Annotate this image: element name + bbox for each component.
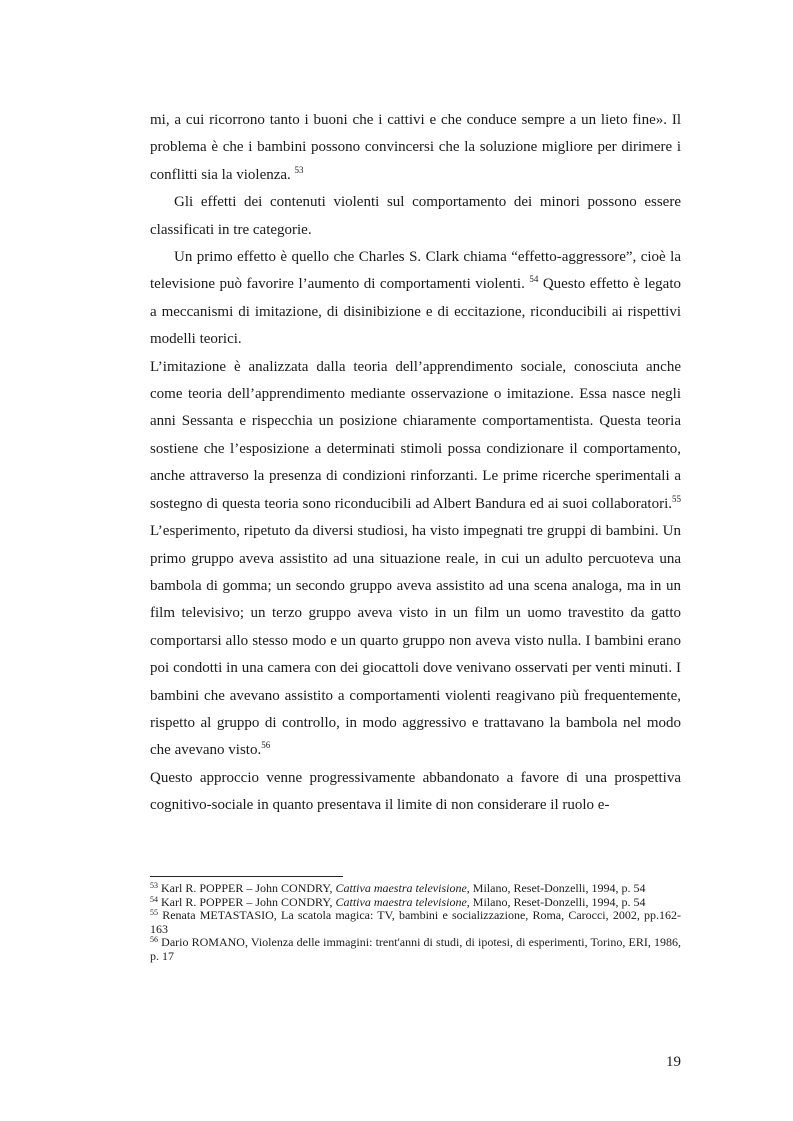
paragraph-1: mi, a cui ricorrono tanto i buoni che i cattivi e che conduce sempre a un lieto fine». Il problema è che i bambini possono convincersi che la soluzione migliore per dirimere i conflitti sia la violenza. $^{53}$ [150, 112, 681, 183]
footnote-ref-53[interactable]: 53 [294, 164, 304, 175]
paragraph-2: Gli effetti dei contenuti violenti sul comportamento dei minori possono essere classificati in tre categorie. [150, 194, 681, 238]
footnote-55: $^{55}$ Renata METASTASIO, La scatola magica: TV, bambini e socializzazione, Roma, Carocci, 2002, pp.162-163 [150, 908, 682, 936]
footnote-54: $^{54}$ Karl R. POPPER – John CONDRY, Cattiva maestra televisione, Milano, Reset-Donzelli, 1994, p. 54 [150, 894, 646, 909]
paragraph-3: Un primo effetto è quello che Charles S. Clark chiama “effetto-aggressore”, cioè la televisione può favorire l’aumento di comportamenti violenti. $^{54}$ Questo effetto è legato a meccanismi di imitazione, di disinibizione e di eccitazione, riconducibili ai rispettivi modelli teorici. [150, 249, 681, 348]
paragraph-4: L’imitazione è analizzata dalla teoria dell’apprendimento sociale, conosciuta anche come teoria dell’apprendimento mediante osservazione o imitazione. Essa nasce negli anni Sessanta e rispecchia un posizione chiaramente comportamentista. Questa teoria sostiene che l’esposizione a determinati stimoli possa condizionare il comportamento, anche attraverso la presenza di condizioni rinforzanti. Le prime ricerche sperimentali a sostegno di questa teoria sono riconducibili ad Albert Bandura ed ai suoi collaboratori.$^{55}$ L’esperimento, ripetuto da diversi studiosi, ha visto impegnati tre gruppi di bambini. Un primo gruppo aveva assistito ad una situazione reale, in cui un adulto percuoteva una bambola di gomma; un secondo gruppo aveva assistito ad una scena analoga, ma in un film televisivo; un terzo gruppo aveva visto in un film un uomo travestito da gatto comportarsi allo stesso modo e un quarto gruppo non aveva visto nulla. I bambini erano poi condotti in una camera con dei giocattoli dove venivano osservati per venti minuti. I bambini che avevano assistito a comportamenti violenti reagivano più frequentemente, rispetto al gruppo di controllo, in modo aggressivo e trattavano la bambola nel modo che avevano visto.$^{56}$ Questo approccio venne progressivamente abbandonato a favore di una prospettiva cognitivo-sociale in quanto presentava il limite di non considerare il ruolo e- [150, 358, 681, 814]
footnote-53: $^{53}$ Karl R. POPPER – John CONDRY, Cattiva maestra televisione, Milano, Reset-Donzelli, 1994, p. 54 [150, 881, 646, 895]
footnote-separator [150, 876, 343, 877]
footnote-ref-55[interactable]: 55 [672, 493, 681, 504]
body-text [150, 107, 681, 820]
footnotes [150, 882, 681, 963]
footnote-56: $^{56}$ Dario ROMANO, Violenza delle immagini: trent'anni di studi, di ipotesi, di esperimenti, Torino, ERI, 1986, p. 17 [150, 935, 681, 963]
page-number: 19 [666, 1054, 681, 1070]
footnote-ref-54[interactable]: 54 [529, 274, 539, 285]
footnote-ref-56[interactable]: 56 [261, 740, 271, 751]
